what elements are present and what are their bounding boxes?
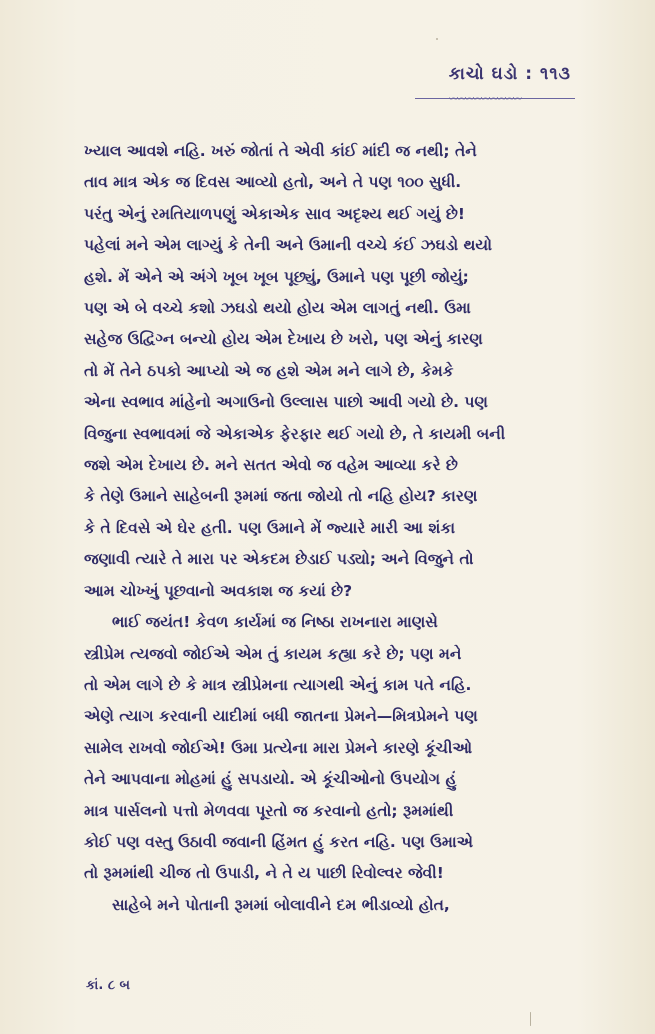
text-line: કે તેણે ઉમાને સાહેબની રૂમમાં જતા જોયો તો નહિ હોય? કારણ xyxy=(84,487,478,506)
text-line: પરંતુ એનું રમતિયાળપણું એકાએક સાવ અદૃશ્ય થઈ ગયું છે! xyxy=(84,204,465,223)
paragraph-start-line: ભાઈ જયંત! કેવળ કાર્યમાં જ નિષ્ઠા રાખનારા માણસે xyxy=(112,613,438,632)
text-line: પણ એ બે વચ્ચે કશો ઝઘડો થયો હોય એમ લાગતું નથી. ઉમા xyxy=(84,299,471,318)
signature-mark: કાં. ૮ બ xyxy=(86,978,130,993)
text-line: માત્ર પાર્સલનો પત્તો મેળવવા પૂરતો જ કરવાનો હતો; રૂમમાંથી xyxy=(84,801,454,820)
running-head-ornament: 〰〰〰〰〰〰〰〰〰 xyxy=(448,95,521,105)
text-line: તો એમ લાગે છે કે માત્ર સ્ત્રીપ્રેમના ત્યાગથી એનું કામ પતે નહિ. xyxy=(84,675,472,694)
text-line: પહેલાં મને એમ લાગ્યું કે તેની અને ઉમાની વચ્ચે કંઈ ઝઘડો થયો xyxy=(84,236,492,255)
text-line: તો મેં તેને ઠપકો આપ્યો એ જ હશે એમ મને લાગે છે, કેમકે xyxy=(84,361,454,380)
body-text xyxy=(84,136,594,921)
text-line: જણાવી ત્યારે તે મારા પર એકદમ છેડાઈ પડ્યો; અને વિજુને તો xyxy=(84,550,474,569)
running-head: કાચો ઘડો : ૧૧૩ xyxy=(448,64,571,84)
paper-speck xyxy=(436,38,438,40)
text-line: તેને આપવાના મોહમાં હું સપડાયો. એ કૂંચીઓનો ઉપયોગ હું xyxy=(84,770,457,789)
text-line: સ્ત્રીપ્રેમ ત્યજવો જોઈએ એમ તું કાયમ કહ્યા કરે છે; પણ મને xyxy=(84,644,462,663)
text-line: તાવ માત્ર એક જ દિવસ આવ્યો હતો, અને તે પણ ૧૦૦ સુધી. xyxy=(84,173,462,192)
text-line: કોઈ પણ વસ્તુ ઉઠાવી જવાની હિંમત હું કરત નહિ. પણ ઉમાએ xyxy=(84,832,473,851)
text-line: કે તે દિવસે એ ઘેર હતી. પણ ઉમાને મેં જ્યારે મારી આ શંકા xyxy=(84,518,456,537)
text-line: સામેલ રાખવો જોઈએ! ઉમા પ્રત્યેના મારા પ્રેમને કારણે કૂંચીઓ xyxy=(84,738,473,757)
text-line: વિજુના સ્વભાવમાં જે એકાએક ફેરફાર થઈ ગયો છે, તે કાયમી બની xyxy=(84,424,506,443)
text-line: તો રૂમમાંથી ચીજ તો ઉપાડી, ને તે ય પાછી રિવોલ્વર જેવી! xyxy=(84,864,444,883)
text-line: ખ્યાલ આવશે નહિ. ખરું જોતાં તે એવી કાંઈ માંદી જ નથી; તેને xyxy=(84,142,477,160)
text-line: એના સ્વભાવ માંહેનો અગાઉનો ઉલ્લાસ પાછો આવી ગયો છે. પણ xyxy=(84,393,488,412)
text-line: હશે. મેં એને એ અંગે ખૂબ ખૂબ પૂછ્યું, ઉમાને પણ પૂછી જોયું; xyxy=(84,267,469,286)
paragraph-start-line: સાહેબે મને પોતાની રૂમમાં બોલાવીને દમ ભીડાવ્યો હોત, xyxy=(112,895,450,914)
text-line: એણે ત્યાગ કરવાની યાદીમાં બધી જાતના પ્રેમને—મિત્રપ્રેમને પણ xyxy=(84,707,478,726)
paper-speck xyxy=(530,1012,531,1026)
text-line: સહેજ ઉદ્વિગ્ન બન્યો હોય એમ દેખાય છે ખરો, પણ એનું કારણ xyxy=(84,330,483,349)
running-head-rule xyxy=(415,98,575,99)
text-line: જશે એમ દેખાય છે. મને સતત એવો જ વહેમ આવ્યા કરે છે xyxy=(84,456,458,475)
text-line: આમ ચોખ્ખું પૂછવાનો અવકાશ જ કયાં છે? xyxy=(84,581,353,600)
